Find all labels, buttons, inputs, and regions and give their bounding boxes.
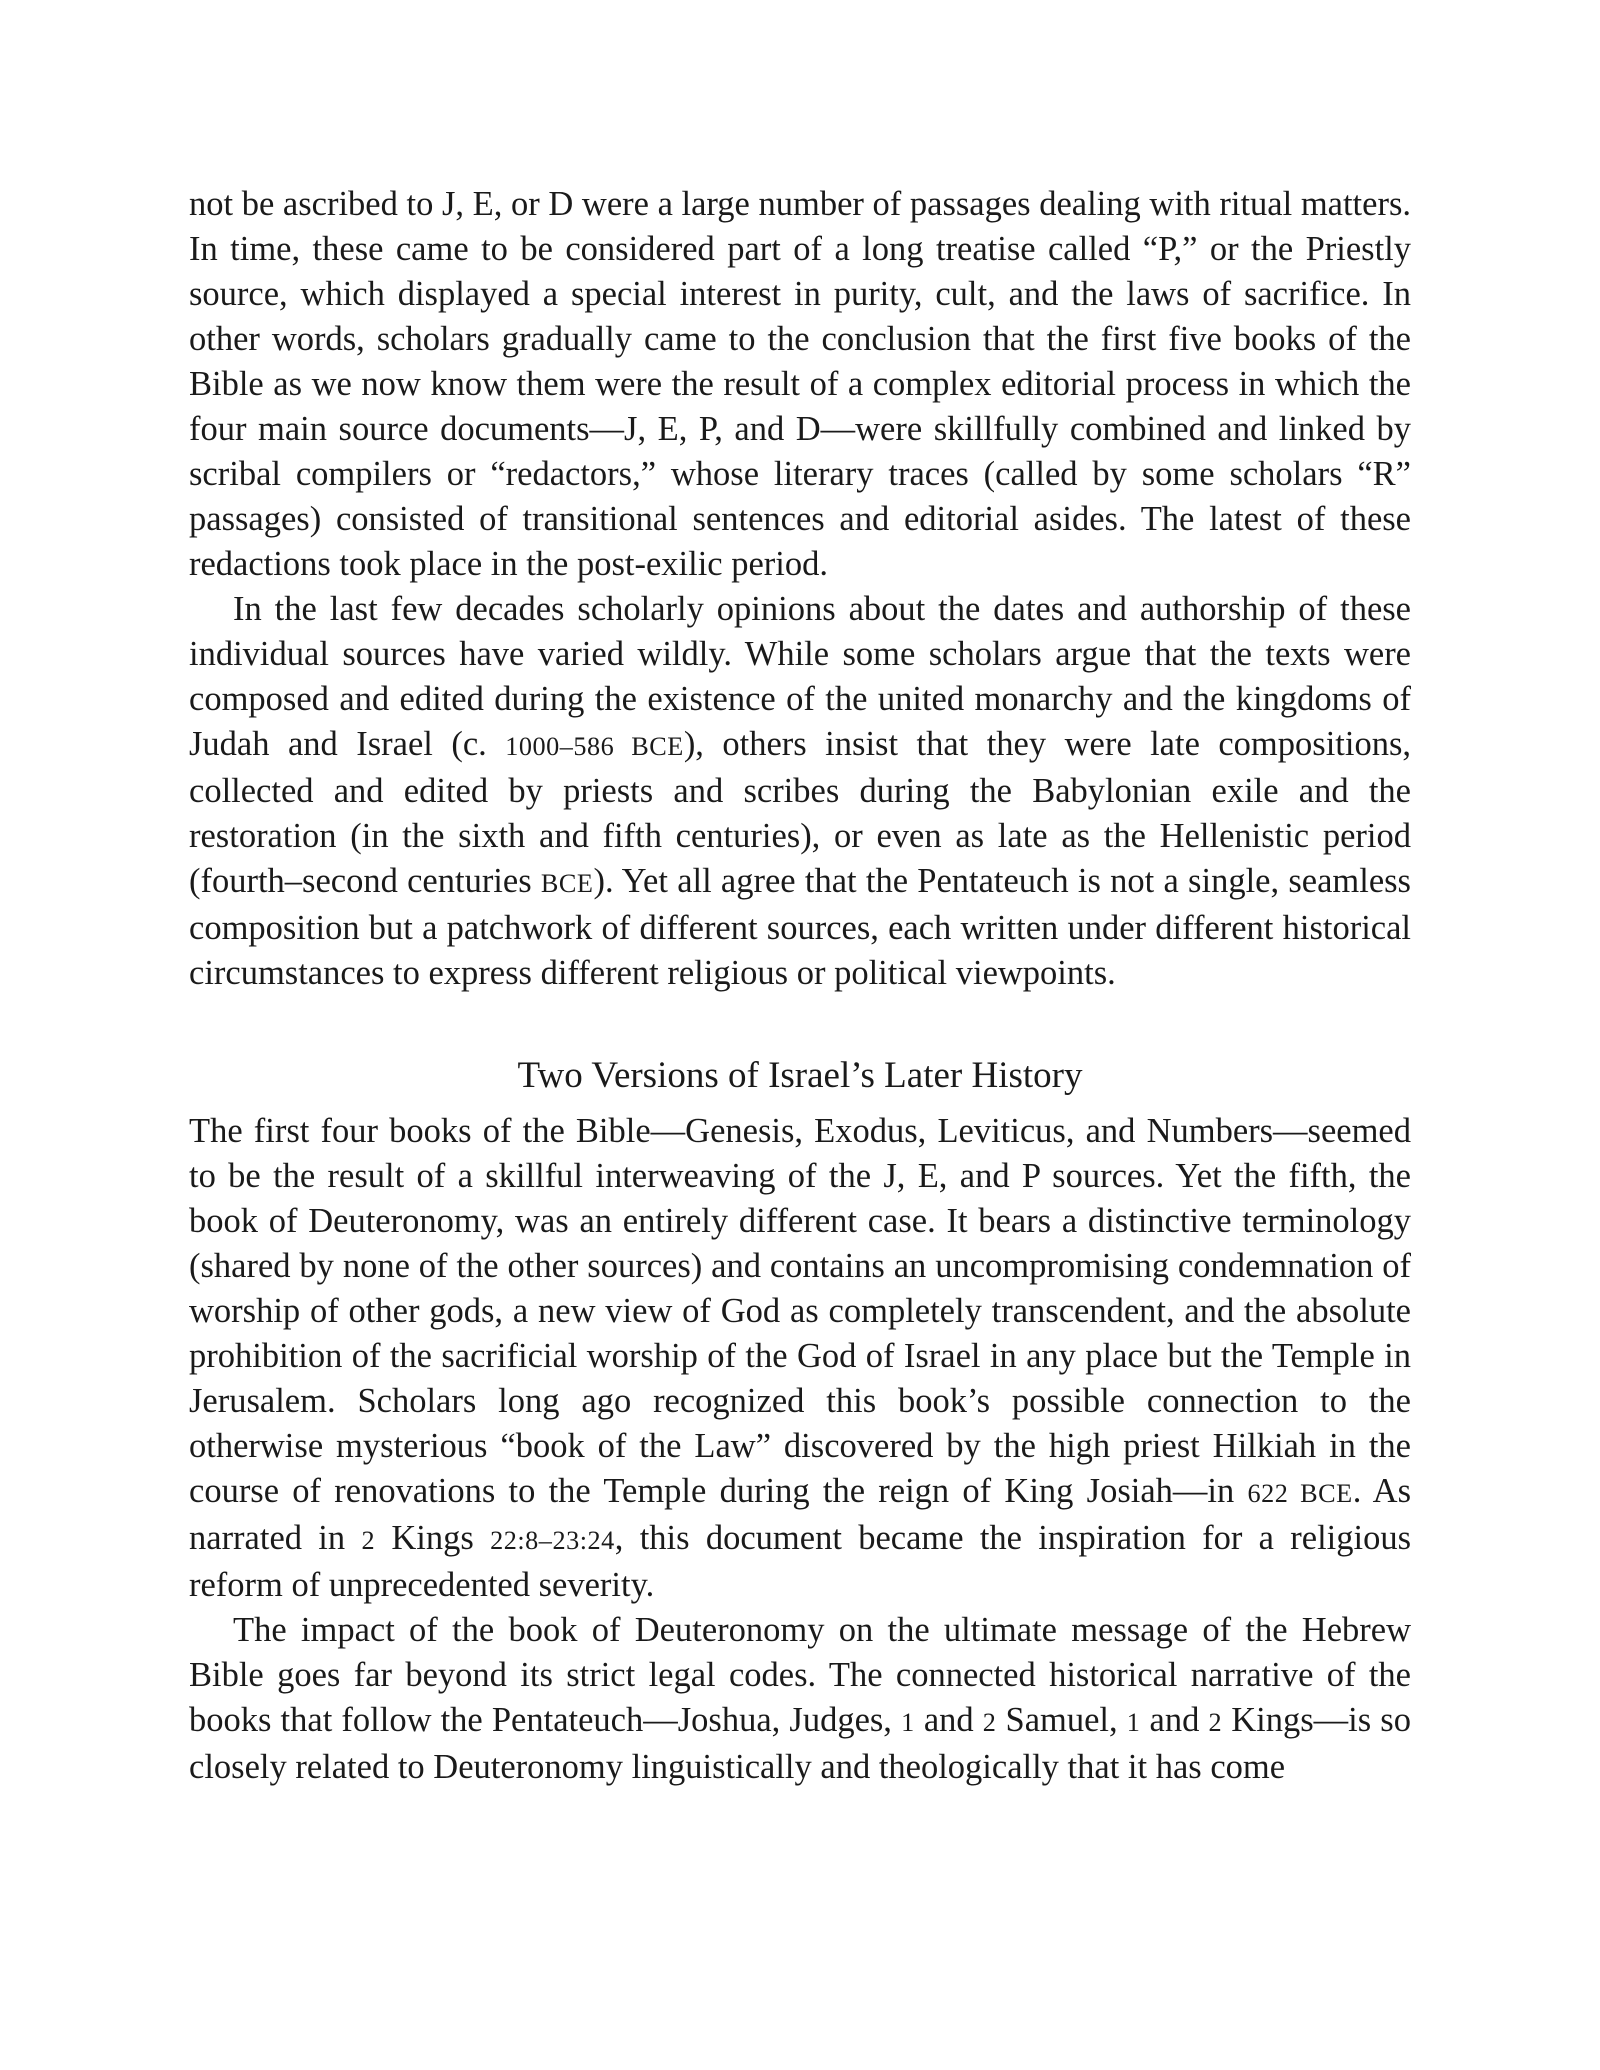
section-heading: Two Versions of Israel’s Later History <box>517 1055 1083 1096</box>
text-run: In the last few decades scholarly opinions about the dates and authorship of these individual sources have varied wildly. While some scholars argue that the texts were composed and edited during the existence of the united monarchy and the kingdoms of Judah and Israel (c. <box>189 590 1411 763</box>
text-run: and <box>1140 1701 1209 1739</box>
paragraph-scholarly-opinions <box>189 587 1411 996</box>
book-number-small-caps: 2 <box>982 1708 997 1737</box>
paragraph-ritual-sources: not be ascribed to J, E, or D were a large number of passages dealing with ritual matters. In time, these came to be considered part of a long treatise called “P,” or the Priestly source, which displayed a special interest in purity, cult, and the laws of sacrifice. In other words, scholars gradually came to the conclusion that the first five books of the Bible as we now know them were the result of a complex editorial process in which the four main source documents—J, E, P, and D—were skillfully combined and linked by scribal compilers or “redactors,” whose literary traces (called by some scholars “R” passages) consisted of transitional sentences and editorial asides. The latest of these redactions took place in the post-exilic period. <box>189 185 1411 583</box>
text-run: Samuel, <box>996 1701 1127 1739</box>
text-run: Kings—is so closely related to Deuteronomy linguistically and theologically that it has come <box>189 1701 1411 1786</box>
text-run: and <box>914 1701 983 1739</box>
text-run: ). Yet all agree that the Pentateuch is not a single, seamless composition but a patchwork of different sources, each written under different historical circumstances to express different religious or political viewpoints. <box>189 862 1411 992</box>
book-number-small-caps: 2 <box>1208 1708 1223 1737</box>
book-number-small-caps: 2 <box>361 1526 376 1555</box>
year-small-caps: 622 BCE <box>1247 1479 1353 1508</box>
paragraph-deuteronomy-impact <box>189 1608 1411 1790</box>
paragraph-deuteronomy <box>189 1109 1411 1608</box>
text-run: Kings <box>375 1519 491 1557</box>
book-number-small-caps: 1 <box>901 1708 915 1737</box>
text-run: The first four books of the Bible—Genesis, Exodus, Leviticus, and Numbers—seemed to be the result of a skillful interweaving of the J, E, and P sources. Yet the fifth, the book of Deuteronomy, was an entirely different case. It bears a distinctive terminology (shared by none of the other sources) and contains an uncompromising condemnation of worship of other gods, a new view of God as completely transcendent, and the absolute prohibition of the sacrificial worship of the God of Israel in any place but the Temple in Jerusalem. Scholars long ago recognized this book’s possible connection to the otherwise mysterious “book of the Law” discovered by the high priest Hilkiah in the course of renovations to the Temple during the reign of King Josiah—in <box>189 1112 1411 1510</box>
text-run: ), others insist that they were late compositions, collected and edited by priests and scribes during the Babylonian exile and the restoration (in the sixth and fifth centuries), or even as late as the Hellenistic period (fourth–second centuries <box>189 725 1412 900</box>
text-run: . As narrated in <box>189 1472 1412 1557</box>
text-run: The impact of the book of Deuteronomy on the ultimate message of the Hebrew Bible goes far beyond its strict legal codes. The connected historical narrative of the books that follow the Pentateuch—Joshua, Judges, <box>189 1611 1411 1739</box>
era-small-caps: BCE <box>540 869 594 898</box>
page-body <box>189 182 1411 1790</box>
date-range-small-caps: 1000–586 BCE <box>505 732 684 761</box>
book-number-small-caps: 1 <box>1126 1708 1141 1737</box>
text-run: , this document became the inspiration for a religious reform of unprecedented severity. <box>189 1519 1411 1604</box>
verse-reference-small-caps: 22:8–23:24 <box>490 1526 615 1555</box>
